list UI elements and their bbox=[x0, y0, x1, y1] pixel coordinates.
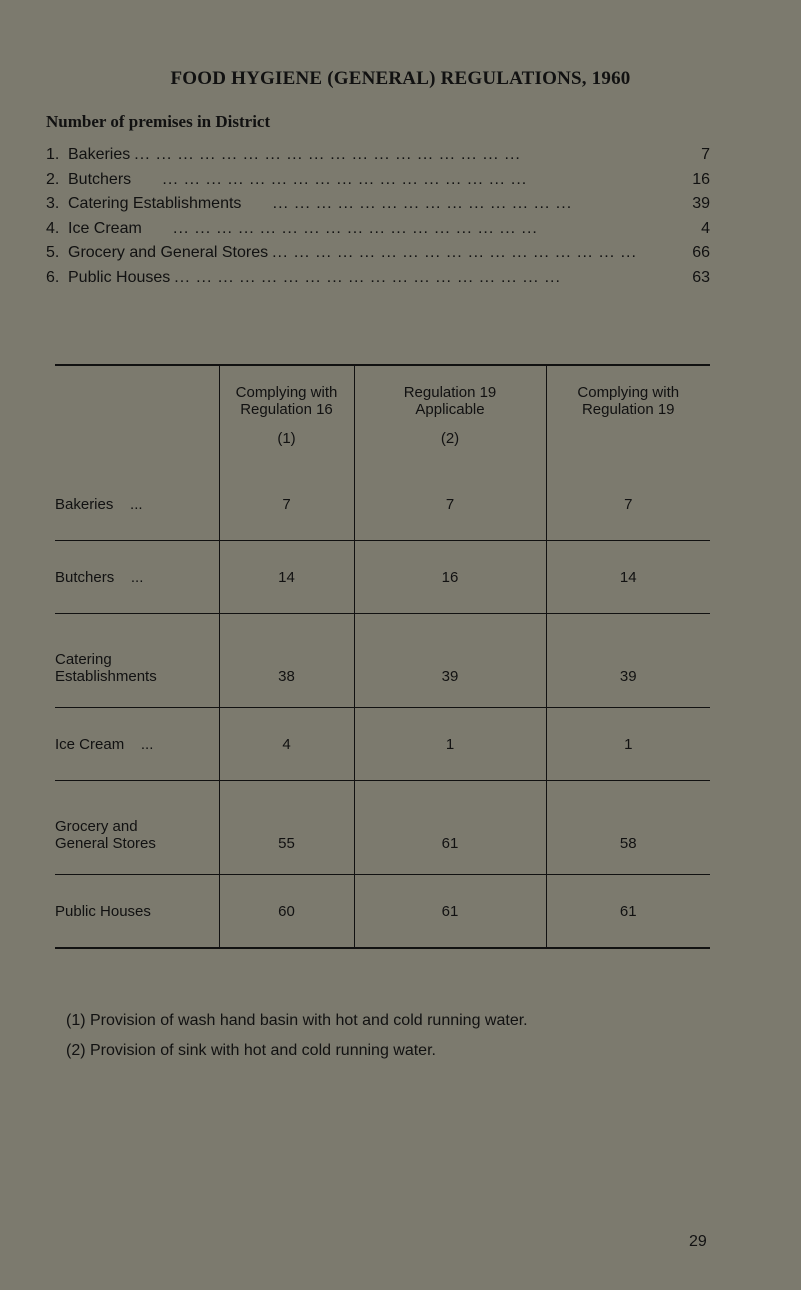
list-item bbox=[46, 244, 710, 269]
header-line: Applicable bbox=[415, 401, 485, 418]
table-cell: 14 bbox=[219, 541, 354, 614]
table-row bbox=[55, 781, 710, 875]
table-cell: 1 bbox=[354, 708, 546, 781]
premises-list bbox=[46, 146, 710, 294]
header-line: Regulation 19 bbox=[581, 401, 675, 418]
footnote-ref: (1) bbox=[277, 430, 296, 447]
table-cell: 39 bbox=[546, 614, 710, 708]
table-cell: 1 bbox=[546, 708, 710, 781]
item-number: 3. bbox=[46, 195, 60, 213]
table-row bbox=[55, 541, 710, 614]
table-row bbox=[55, 614, 710, 708]
table-cell: 7 bbox=[546, 468, 710, 541]
row-label: Catering Establishments bbox=[55, 614, 219, 708]
page-number: 29 bbox=[689, 1233, 707, 1250]
row-label: Ice Cream ... bbox=[55, 708, 219, 781]
table-cell: 55 bbox=[219, 781, 354, 875]
dot-leader: ... ... ... ... ... ... ... ... ... ... ... ... ... ... ... ... ... bbox=[272, 244, 637, 262]
table-cell: 7 bbox=[219, 468, 354, 541]
item-number: 2. bbox=[46, 170, 60, 188]
dot-leader: ... ... ... ... ... ... ... ... ... ... ... ... ... ... ... ... ... ... bbox=[134, 146, 521, 163]
row-label: Butchers ... bbox=[55, 541, 219, 614]
table-cell: 16 bbox=[354, 541, 546, 614]
dot-leader: ... ... ... ... ... ... ... ... ... ... ... ... ... ... ... ... ... bbox=[135, 170, 528, 188]
table-row bbox=[55, 875, 710, 949]
column-header bbox=[219, 366, 354, 468]
list-item bbox=[46, 146, 710, 171]
table-cell: 60 bbox=[219, 875, 354, 949]
item-count: 7 bbox=[701, 146, 710, 163]
item-name: Grocery and General Stores bbox=[68, 244, 269, 262]
item-count: 39 bbox=[692, 195, 710, 213]
table-cell: 61 bbox=[354, 781, 546, 875]
list-item bbox=[46, 220, 710, 245]
item-count: 66 bbox=[692, 244, 710, 262]
footnotes bbox=[66, 1012, 528, 1072]
footnote: (1) Provision of wash hand basin with hot and cold running water. bbox=[66, 1012, 528, 1029]
item-name: Bakeries bbox=[68, 146, 131, 163]
item-count: 4 bbox=[701, 219, 710, 237]
column-header bbox=[354, 366, 546, 468]
item-name: Butchers bbox=[68, 170, 132, 188]
table-cell: 39 bbox=[354, 614, 546, 708]
row-label: Public Houses bbox=[55, 902, 151, 920]
footnote: (2) Provision of sink with hot and cold running water. bbox=[66, 1042, 436, 1059]
page-title: FOOD HYGIENE (GENERAL) REGULATIONS, 1960 bbox=[170, 68, 631, 89]
list-item bbox=[46, 195, 710, 220]
item-number: 6. bbox=[46, 268, 60, 286]
item-name: Ice Cream bbox=[68, 219, 142, 237]
item-name: Public Houses bbox=[68, 268, 171, 286]
item-count: 63 bbox=[692, 268, 710, 286]
dot-leader: ... ... ... ... ... ... ... ... ... ... ... ... ... ... bbox=[245, 195, 573, 213]
table-cell: 38 bbox=[219, 614, 354, 708]
table-cell: 58 bbox=[546, 781, 710, 875]
corner-header bbox=[55, 366, 219, 468]
item-number: 5. bbox=[46, 244, 60, 262]
item-count: 16 bbox=[692, 170, 710, 188]
list-item bbox=[46, 171, 710, 196]
header-line: Regulation 19 bbox=[403, 384, 497, 401]
header-line: Regulation 16 bbox=[240, 401, 333, 418]
table-cell: 14 bbox=[546, 541, 710, 614]
table-cell: 4 bbox=[219, 708, 354, 781]
row-label: Grocery and General Stores bbox=[55, 781, 219, 875]
section-subtitle: Number of premises in District bbox=[46, 112, 271, 131]
column-header bbox=[546, 366, 710, 468]
header-line: Complying with bbox=[235, 384, 338, 401]
table-cell: 61 bbox=[354, 875, 546, 949]
table-cell: 61 bbox=[546, 875, 710, 949]
dot-leader: ... ... ... ... ... ... ... ... ... ... ... ... ... ... ... ... ... ... bbox=[174, 268, 561, 286]
table-cell: 7 bbox=[354, 468, 546, 541]
dot-leader: ... ... ... ... ... ... ... ... ... ... ... ... ... ... ... ... ... bbox=[145, 219, 538, 237]
list-item bbox=[46, 269, 710, 294]
item-name: Catering Establishments bbox=[68, 195, 242, 213]
item-number: 4. bbox=[46, 219, 60, 237]
footnote-ref: (2) bbox=[440, 430, 460, 447]
compliance-table bbox=[55, 364, 710, 949]
row-label: Bakeries ... bbox=[55, 468, 219, 541]
table-row bbox=[55, 708, 710, 781]
header-line: Complying with bbox=[577, 384, 680, 401]
item-number: 1. bbox=[46, 146, 60, 163]
table-row bbox=[55, 468, 710, 541]
